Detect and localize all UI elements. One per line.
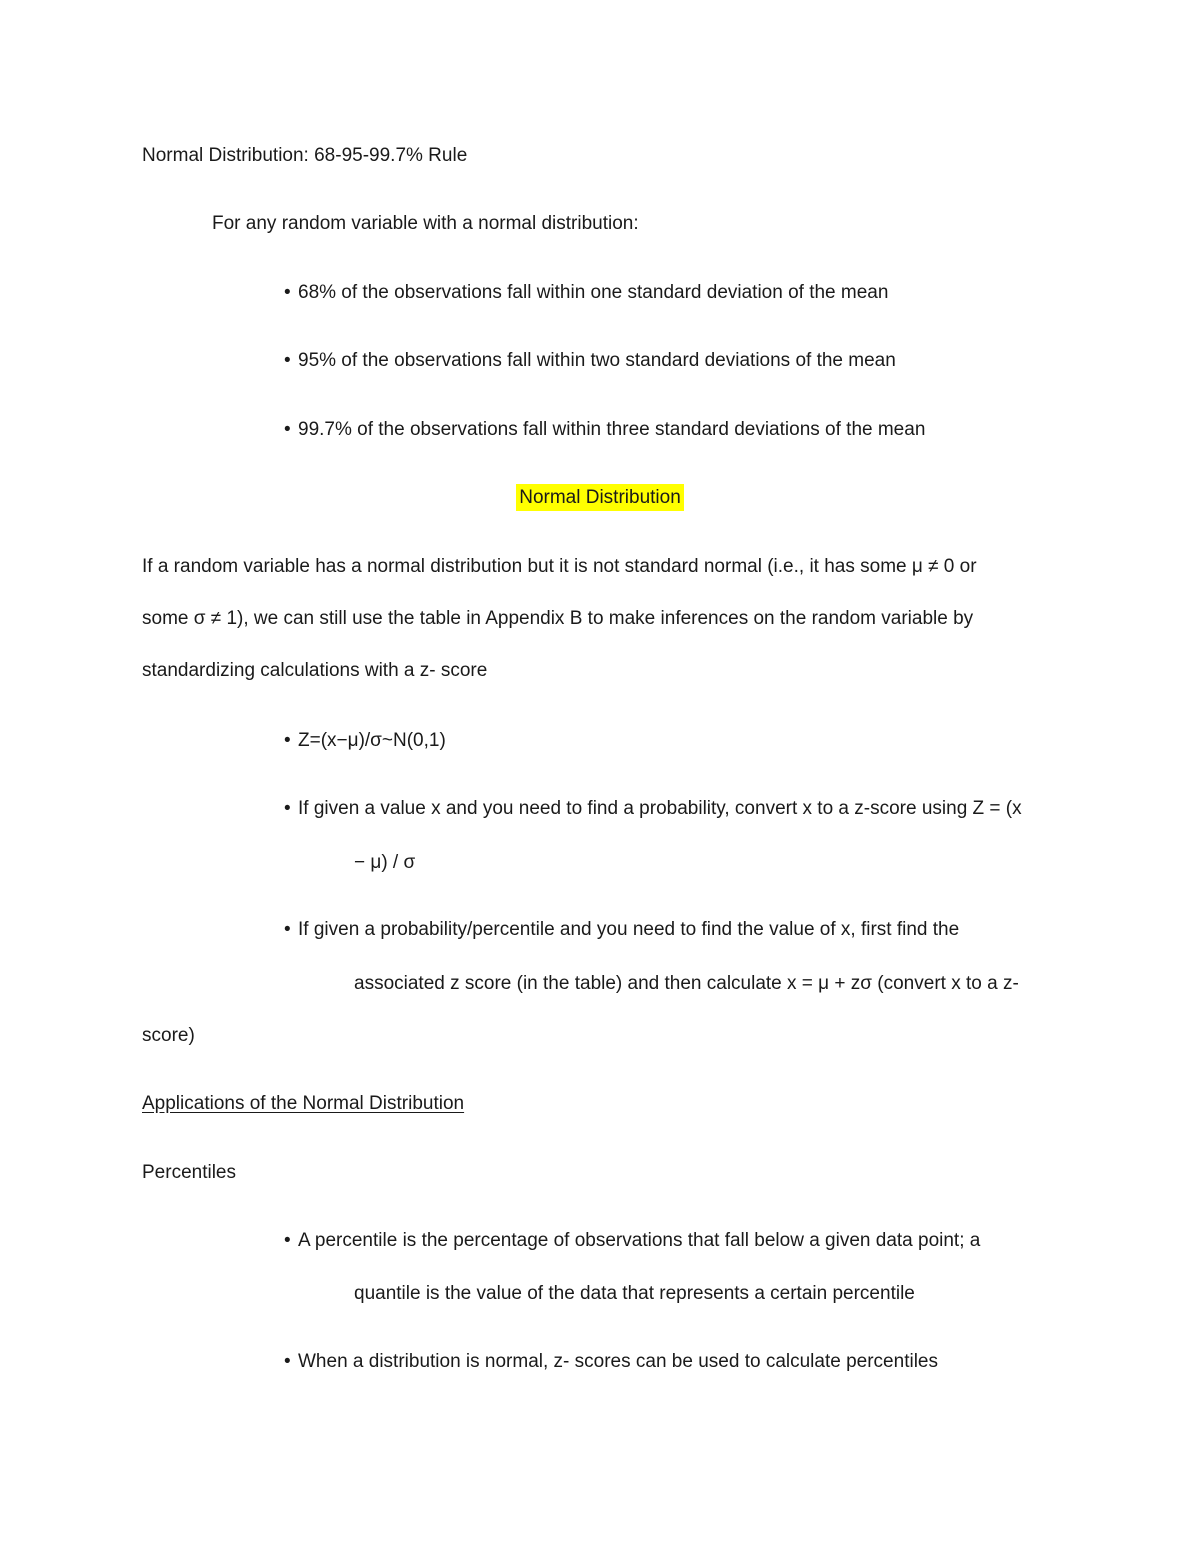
percentile-bullet: [284, 918, 959, 942]
formula-bullet: [284, 729, 446, 753]
percentile-item-1-line-2: quantile is the value of the data that represents a certain percentile: [354, 1283, 915, 1304]
percentile-bullet-line-2: associated z score (in the table) and then calculate x = μ + zσ (convert x to a z-: [354, 973, 1019, 994]
percentile-bullet-line-3: score): [142, 1025, 195, 1046]
value-bullet-line-2: − μ) / σ: [354, 852, 416, 873]
value-bullet: [284, 797, 1022, 821]
paragraph-line-2: some σ ≠ 1), we can still use the table in Appendix B to make inferences on the random variable by: [142, 608, 974, 629]
document-title: Normal Distribution: 68-95-99.7% Rule: [142, 145, 468, 166]
percentile-item-1-line-1: A percentile is the percentage of observations that fall below a given data point; a: [298, 1230, 981, 1251]
intro-text: For any random variable with a normal distribution:: [212, 213, 639, 234]
paragraph-line-1: If a random variable has a normal distribution but it is not standard normal (i.e., it has some μ ≠ 0 or: [142, 556, 977, 577]
percentile-bullet-line-1: If given a probability/percentile and you need to find the value of x, first find the: [298, 919, 960, 940]
bullet-icon: •: [284, 1351, 291, 1372]
percentile-item-1: [284, 1229, 980, 1253]
section-heading-wrapper: [0, 486, 1200, 510]
rule-bullet-95: [284, 349, 896, 373]
bullet-icon: •: [284, 798, 291, 819]
rule-bullet-text: 99.7% of the observations fall within three standard deviations of the mean: [298, 419, 926, 440]
formula-text: Z=(x−μ)/σ~N(0,1): [298, 730, 446, 751]
rule-bullet-text: 95% of the observations fall within two standard deviations of the mean: [298, 350, 896, 371]
percentiles-heading: Percentiles: [142, 1162, 236, 1183]
value-bullet-line-1: If given a value x and you need to find a probability, convert x to a z-score using Z = (x: [298, 798, 1022, 819]
bullet-icon: •: [284, 350, 291, 371]
percentile-item-2-text: When a distribution is normal, z- scores can be used to calculate percentiles: [298, 1351, 938, 1372]
bullet-icon: •: [284, 1230, 291, 1251]
bullet-icon: •: [284, 730, 291, 751]
rule-bullet-68: [284, 281, 888, 305]
paragraph-line-3: standardizing calculations with a z- score: [142, 660, 488, 681]
section-heading: Normal Distribution: [516, 484, 684, 511]
applications-heading: Applications of the Normal Distribution: [142, 1093, 465, 1114]
percentile-item-2: [284, 1350, 938, 1374]
rule-bullet-text: 68% of the observations fall within one standard deviation of the mean: [298, 282, 889, 303]
bullet-icon: •: [284, 419, 291, 440]
rule-bullet-99-7: [284, 418, 925, 442]
bullet-icon: •: [284, 282, 291, 303]
bullet-icon: •: [284, 919, 291, 940]
